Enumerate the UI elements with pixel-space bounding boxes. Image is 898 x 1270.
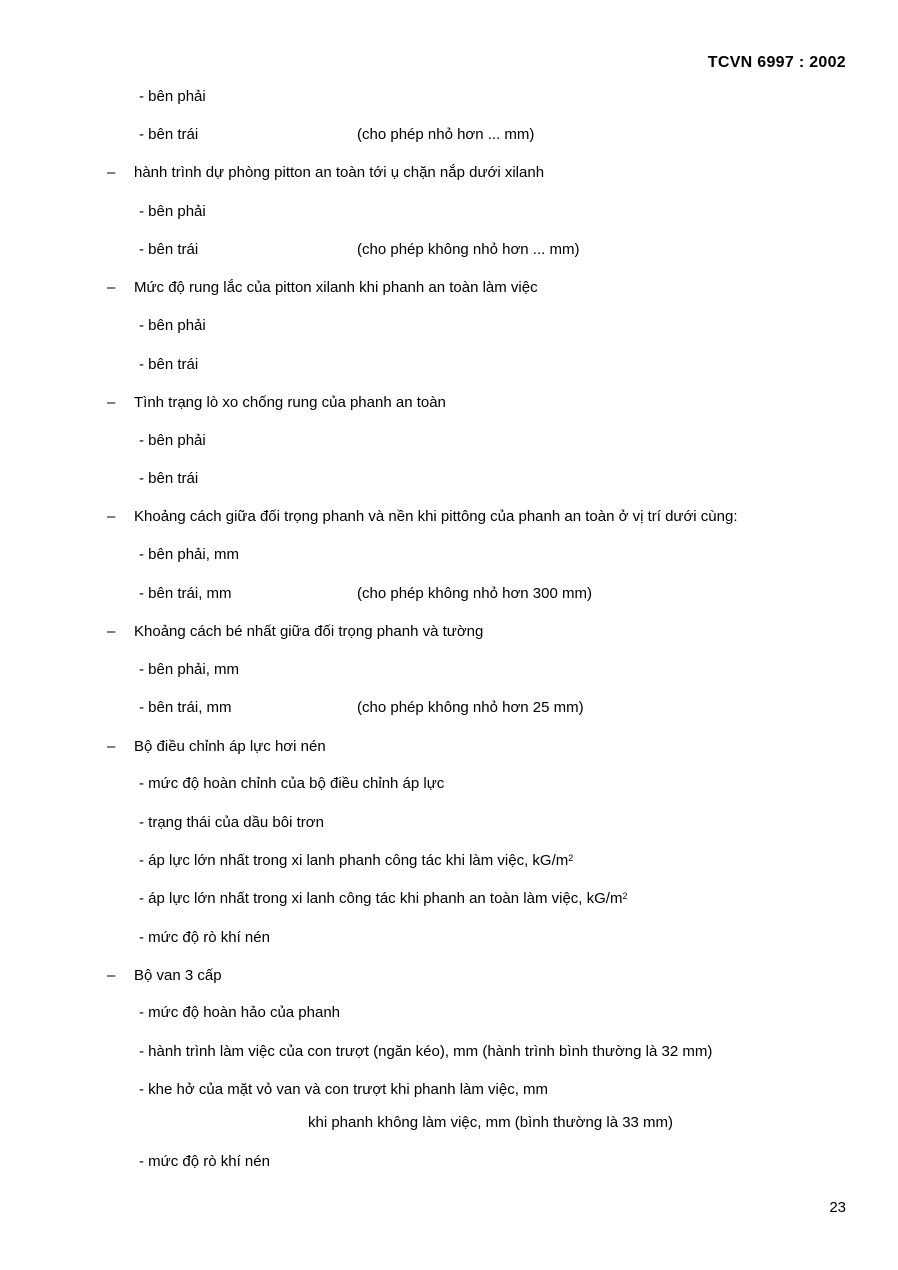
list-item: Mức độ rung lắc của pitton xilanh khi phanh an toàn làm việc bbox=[134, 279, 538, 296]
sub-item bbox=[139, 890, 627, 908]
sub-item: - mức độ hoàn chỉnh của bộ điều chỉnh áp lực bbox=[139, 775, 445, 792]
sub-item-text: - áp lực lớn nhất trong xi lanh công tác khi phanh an toàn làm việc, kG/m bbox=[139, 890, 623, 907]
sub-item: - bên phải, mm bbox=[139, 546, 240, 563]
superscript: 2 bbox=[568, 853, 574, 863]
sub-item: - bên phải bbox=[139, 317, 206, 334]
sub-item: - trạng thái của dầu bôi trơn bbox=[139, 814, 324, 831]
sub-item: - hành trình làm việc của con trượt (ngăn kéo), mm (hành trình bình thường là 32 mm) bbox=[139, 1043, 713, 1060]
list-item: Bộ van 3 cấp bbox=[134, 967, 222, 984]
sub-item-text: - áp lực lớn nhất trong xi lanh phanh công tác khi làm việc, kG/m bbox=[139, 852, 569, 869]
sub-item: - mức độ rò khí nén bbox=[139, 929, 270, 946]
list-item: Khoảng cách bé nhất giữa đối trọng phanh và tường bbox=[134, 623, 484, 640]
sub-item-continuation: khi phanh không làm việc, mm (bình thường là 33 mm) bbox=[308, 1114, 674, 1131]
sub-item: - bên phải bbox=[139, 432, 206, 449]
list-dash: – bbox=[107, 623, 116, 640]
list-dash: – bbox=[107, 738, 116, 755]
tolerance-note: (cho phép nhỏ hơn ... mm) bbox=[357, 126, 535, 143]
list-item: Tình trạng lò xo chống rung của phanh an toàn bbox=[134, 394, 446, 411]
sub-item: - bên trái bbox=[139, 356, 199, 373]
list-dash: – bbox=[107, 508, 116, 525]
sub-item: - bên trái bbox=[139, 241, 199, 258]
sub-item: - bên trái bbox=[139, 470, 199, 487]
list-item: Bộ điều chỉnh áp lực hơi nén bbox=[134, 738, 326, 755]
tolerance-note: (cho phép không nhỏ hơn 300 mm) bbox=[357, 585, 592, 602]
sub-item: - mức độ rò khí nén bbox=[139, 1153, 270, 1170]
list-item: hành trình dự phòng pitton an toàn tới ụ chặn nắp dưới xilanh bbox=[134, 164, 545, 181]
sub-item: - bên trái bbox=[139, 126, 199, 143]
page-number: 23 bbox=[829, 1199, 846, 1216]
tolerance-note: (cho phép không nhỏ hơn 25 mm) bbox=[357, 699, 584, 716]
sub-item: - khe hở của mặt vỏ van và con trượt khi phanh làm việc, mm bbox=[139, 1081, 549, 1098]
sub-item: - bên trái, mm bbox=[139, 585, 232, 602]
sub-item: - bên phải bbox=[139, 203, 206, 220]
sub-item bbox=[139, 852, 573, 870]
list-dash: – bbox=[107, 279, 116, 296]
list-dash: – bbox=[107, 164, 116, 181]
tolerance-note: (cho phép không nhỏ hơn ... mm) bbox=[357, 241, 580, 258]
list-dash: – bbox=[107, 394, 116, 411]
sub-item: - bên trái, mm bbox=[139, 699, 232, 716]
sub-item: - bên phải, mm bbox=[139, 661, 240, 678]
sub-item: - bên phải bbox=[139, 88, 206, 105]
list-item: Khoảng cách giữa đối trọng phanh và nền khi pittông của phanh an toàn ở vị trí dưới cùng: bbox=[134, 508, 738, 525]
document-code: TCVN 6997 : 2002 bbox=[707, 54, 846, 71]
list-dash: – bbox=[107, 967, 116, 984]
sub-item: - mức độ hoàn hảo của phanh bbox=[139, 1004, 341, 1021]
superscript: 2 bbox=[622, 891, 628, 901]
